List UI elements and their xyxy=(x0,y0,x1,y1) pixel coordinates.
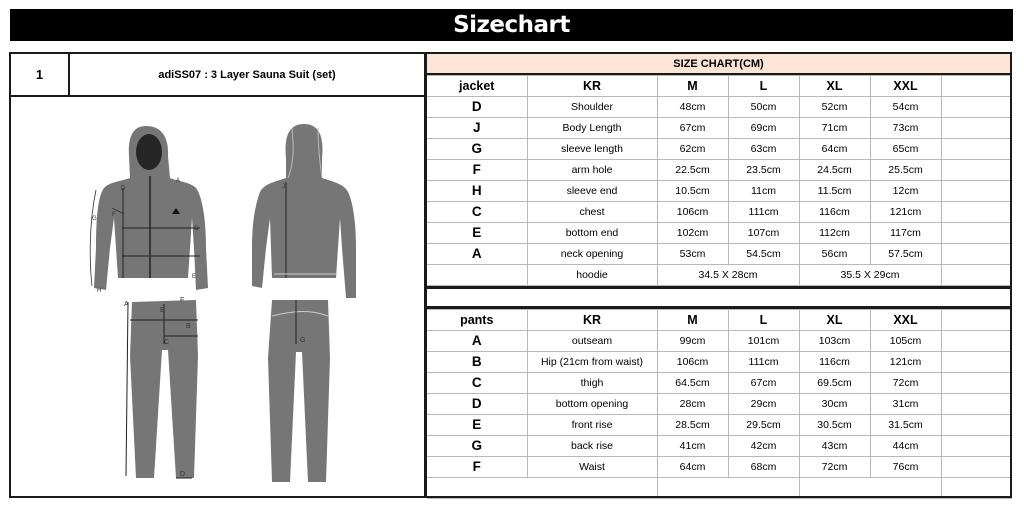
measure-name: neck opening xyxy=(527,244,657,265)
jacket-header-row xyxy=(427,76,1012,97)
size-m: 10.5cm xyxy=(657,181,728,202)
blank-cell xyxy=(941,265,1012,286)
svg-text:A: A xyxy=(124,301,129,308)
measure-name: back rise xyxy=(527,436,657,457)
blank-cell xyxy=(941,244,1012,265)
hoodie-size-xl-xxl: 35.5 X 29cm xyxy=(799,265,941,286)
size-l: 11cm xyxy=(728,181,799,202)
blank-cell xyxy=(657,478,799,499)
jacket-front-illustration xyxy=(88,118,208,296)
size-m: 64cm xyxy=(657,457,728,478)
size-l: 29cm xyxy=(728,394,799,415)
size-xxl: 54cm xyxy=(870,97,941,118)
size-xl: 72cm xyxy=(799,457,870,478)
size-m: 22.5cm xyxy=(657,160,728,181)
svg-text:C: C xyxy=(164,339,170,346)
measure-code: G xyxy=(427,436,527,457)
size-xxl: 117cm xyxy=(870,223,941,244)
measure-code: J xyxy=(427,118,527,139)
blank-cell xyxy=(941,436,1012,457)
measure-code: A xyxy=(427,244,527,265)
hoodie-row xyxy=(427,265,1012,286)
header-l: L xyxy=(728,76,799,97)
size-m: 106cm xyxy=(657,202,728,223)
product-name: adiSS07 : 3 Layer Sauna Suit (set) xyxy=(68,52,426,97)
header-m: M xyxy=(657,310,728,331)
blank-cell xyxy=(941,331,1012,352)
size-l: 42cm xyxy=(728,436,799,457)
measure-name: Shoulder xyxy=(527,97,657,118)
size-m: 28cm xyxy=(657,394,728,415)
size-l: 67cm xyxy=(728,373,799,394)
size-xl: 30.5cm xyxy=(799,415,870,436)
table-row xyxy=(427,436,1012,457)
measure-name: Waist xyxy=(527,457,657,478)
svg-text:C: C xyxy=(194,226,199,232)
measure-name: sleeve length xyxy=(527,139,657,160)
svg-text:E: E xyxy=(192,274,197,280)
size-xxl: 44cm xyxy=(870,436,941,457)
table-row xyxy=(427,352,1012,373)
measure-code: E xyxy=(427,415,527,436)
blank-cell xyxy=(941,97,1012,118)
blank-cell xyxy=(941,160,1012,181)
size-m: 28.5cm xyxy=(657,415,728,436)
size-l: 50cm xyxy=(728,97,799,118)
measure-code: A xyxy=(427,331,527,352)
blank-cell xyxy=(799,478,941,499)
measure-code: F xyxy=(427,457,527,478)
measure-code: E xyxy=(427,223,527,244)
pants-size-table xyxy=(427,309,1012,499)
measure-name: Hip (21cm from waist) xyxy=(527,352,657,373)
table-row xyxy=(427,118,1012,139)
header-pants: pants xyxy=(427,310,527,331)
blank-cell xyxy=(941,139,1012,160)
measure-name: bottom opening xyxy=(527,394,657,415)
header-xl: XL xyxy=(799,310,870,331)
table-row xyxy=(427,415,1012,436)
page-title: Sizechart xyxy=(10,9,1013,41)
size-xl: 52cm xyxy=(799,97,870,118)
svg-text:F: F xyxy=(180,297,185,304)
size-xl: 116cm xyxy=(799,202,870,223)
size-l: 54.5cm xyxy=(728,244,799,265)
header-jacket: jacket xyxy=(427,76,527,97)
svg-text:E: E xyxy=(160,307,165,314)
product-number: 1 xyxy=(9,52,70,97)
size-l: 23.5cm xyxy=(728,160,799,181)
size-xl: 56cm xyxy=(799,244,870,265)
table-row xyxy=(427,202,1012,223)
measure-code: C xyxy=(427,373,527,394)
jacket-size-table xyxy=(427,75,1012,286)
measure-code: H xyxy=(427,181,527,202)
size-xxl: 76cm xyxy=(870,457,941,478)
size-xl: 103cm xyxy=(799,331,870,352)
blank-cell xyxy=(427,265,527,286)
size-l: 68cm xyxy=(728,457,799,478)
blank-cell xyxy=(941,478,1012,499)
size-xl: 11.5cm xyxy=(799,181,870,202)
label-g: G xyxy=(92,216,97,222)
size-xl: 69.5cm xyxy=(799,373,870,394)
measure-code: G xyxy=(427,139,527,160)
measure-name: sleeve end xyxy=(527,181,657,202)
svg-text:F: F xyxy=(112,212,116,218)
size-chart-title: SIZE CHART(CM) xyxy=(427,54,1010,75)
table-row xyxy=(427,331,1012,352)
size-xxl: 31.5cm xyxy=(870,415,941,436)
size-l: 107cm xyxy=(728,223,799,244)
size-l: 111cm xyxy=(728,352,799,373)
size-l: 63cm xyxy=(728,139,799,160)
header-xxl: XXL xyxy=(870,76,941,97)
header-l: L xyxy=(728,310,799,331)
size-m: 67cm xyxy=(657,118,728,139)
pants-back-illustration xyxy=(266,298,336,484)
size-xl: 71cm xyxy=(799,118,870,139)
size-xl: 43cm xyxy=(799,436,870,457)
size-xxl: 73cm xyxy=(870,118,941,139)
blank-cell xyxy=(941,457,1012,478)
size-xl: 64cm xyxy=(799,139,870,160)
size-xxl: 57.5cm xyxy=(870,244,941,265)
measure-name: thigh xyxy=(527,373,657,394)
svg-text:D: D xyxy=(121,186,126,192)
blank-cell xyxy=(941,352,1012,373)
size-xxl: 25.5cm xyxy=(870,160,941,181)
table-row xyxy=(427,394,1012,415)
svg-text:J: J xyxy=(282,184,285,190)
size-xxl: 65cm xyxy=(870,139,941,160)
size-xxl: 31cm xyxy=(870,394,941,415)
header-m: M xyxy=(657,76,728,97)
header-kr: KR xyxy=(527,76,657,97)
measure-code: B xyxy=(427,352,527,373)
svg-text:H: H xyxy=(97,288,102,294)
measure-name: front rise xyxy=(527,415,657,436)
header-blank xyxy=(941,76,1012,97)
table-row xyxy=(427,160,1012,181)
size-m: 41cm xyxy=(657,436,728,457)
table-row xyxy=(427,457,1012,478)
pants-front-illustration xyxy=(124,296,204,482)
header-xl: XL xyxy=(799,76,870,97)
blank-cell xyxy=(941,202,1012,223)
size-l: 29.5cm xyxy=(728,415,799,436)
hoodie-size-m-l: 34.5 X 28cm xyxy=(657,265,799,286)
size-xl: 30cm xyxy=(799,394,870,415)
table-row xyxy=(427,223,1012,244)
garment-illustration-panel xyxy=(9,95,426,498)
size-m: 64.5cm xyxy=(657,373,728,394)
measure-code: D xyxy=(427,97,527,118)
measure-name: outseam xyxy=(527,331,657,352)
size-xxl: 72cm xyxy=(870,373,941,394)
size-m: 102cm xyxy=(657,223,728,244)
size-l: 69cm xyxy=(728,118,799,139)
svg-text:D: D xyxy=(180,471,186,478)
size-xl: 112cm xyxy=(799,223,870,244)
measure-code: F xyxy=(427,160,527,181)
blank-cell xyxy=(941,118,1012,139)
header-xxl: XXL xyxy=(870,310,941,331)
measure-name: hoodie xyxy=(527,265,657,286)
size-xl: 24.5cm xyxy=(799,160,870,181)
table-row xyxy=(427,373,1012,394)
svg-text:B: B xyxy=(186,323,191,330)
svg-text:G: G xyxy=(300,337,306,344)
size-xxl: 12cm xyxy=(870,181,941,202)
blank-cell xyxy=(941,223,1012,244)
table-separator xyxy=(427,286,1010,309)
blank-cell xyxy=(427,478,657,499)
size-m: 99cm xyxy=(657,331,728,352)
blank-cell xyxy=(941,394,1012,415)
size-m: 48cm xyxy=(657,97,728,118)
empty-row xyxy=(427,478,1012,499)
size-l: 111cm xyxy=(728,202,799,223)
header-blank xyxy=(941,310,1012,331)
table-row xyxy=(427,181,1012,202)
measure-code: C xyxy=(427,202,527,223)
blank-cell xyxy=(941,181,1012,202)
size-m: 62cm xyxy=(657,139,728,160)
table-row xyxy=(427,97,1012,118)
size-xl: 116cm xyxy=(799,352,870,373)
pants-header-row xyxy=(427,310,1012,331)
blank-cell xyxy=(941,415,1012,436)
table-row xyxy=(427,244,1012,265)
header-kr: KR xyxy=(527,310,657,331)
table-row xyxy=(427,139,1012,160)
measure-name: Body Length xyxy=(527,118,657,139)
measure-code: D xyxy=(427,394,527,415)
size-m: 53cm xyxy=(657,244,728,265)
measure-name: chest xyxy=(527,202,657,223)
size-xxl: 121cm xyxy=(870,202,941,223)
measure-name: bottom end xyxy=(527,223,657,244)
size-m: 106cm xyxy=(657,352,728,373)
svg-text:A: A xyxy=(176,178,181,184)
blank-cell xyxy=(941,373,1012,394)
measure-name: arm hole xyxy=(527,160,657,181)
size-l: 101cm xyxy=(728,331,799,352)
size-xxl: 121cm xyxy=(870,352,941,373)
size-xxl: 105cm xyxy=(870,331,941,352)
jacket-back-illustration xyxy=(248,118,360,300)
